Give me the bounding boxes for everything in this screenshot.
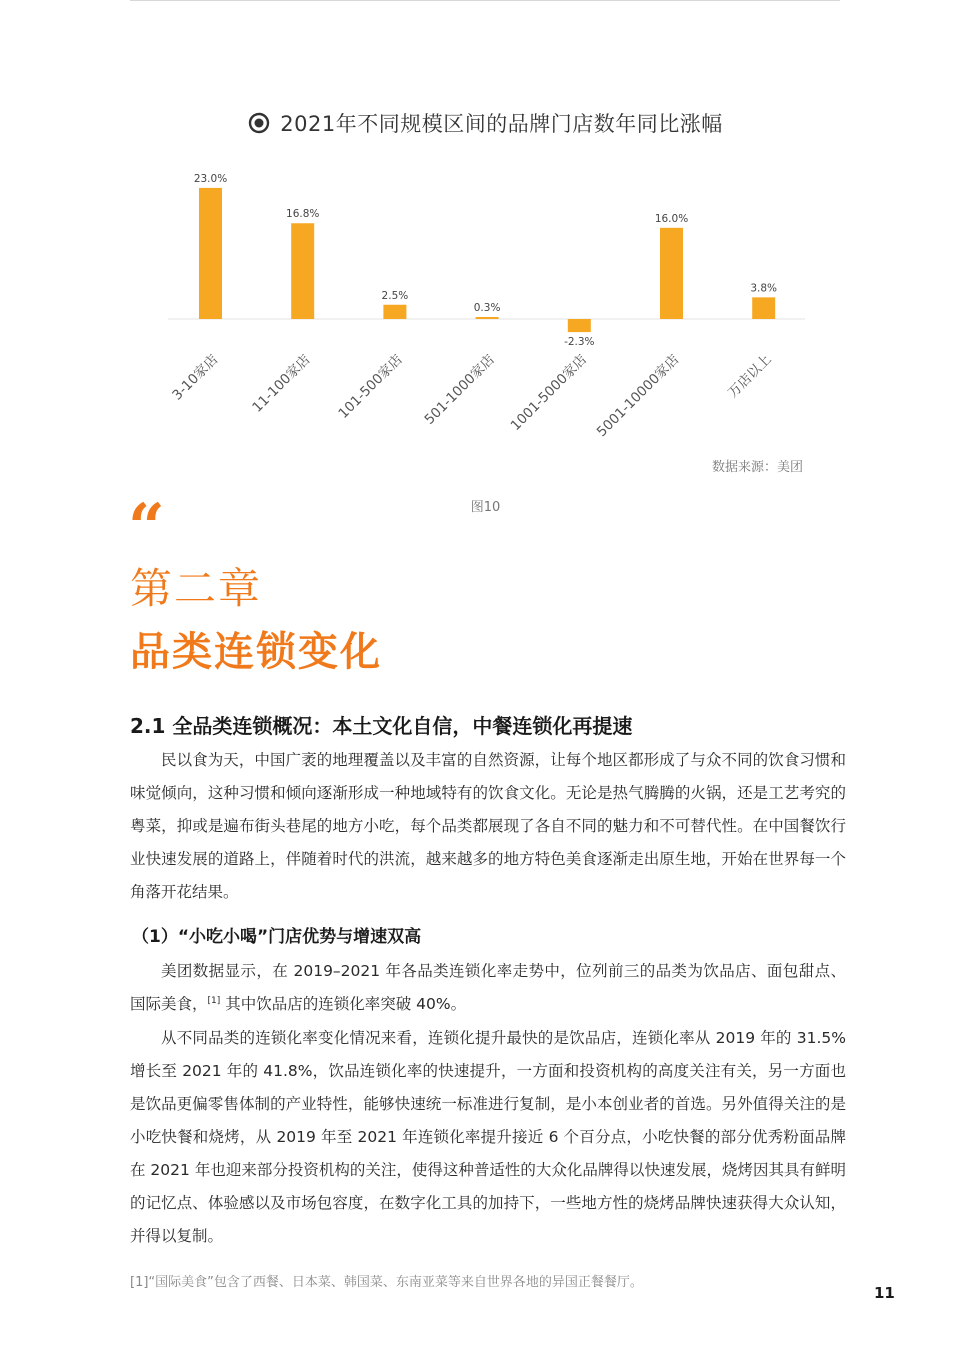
tick-label-3: 101-500家店 (335, 351, 406, 422)
bar-1 (199, 188, 222, 319)
data-label-3: 2.5% (381, 289, 409, 302)
bar-chart (0, 160, 971, 450)
bar-2 (291, 223, 314, 319)
tick-label-4: 501-1000家店 (421, 351, 498, 428)
subsection-paragraph-2: 从不同品类的连锁化率变化情况来看，连锁化提升最快的是饮品店，连锁化率从 2019 年的 31.5% 增长至 2021 年的 41.8%，饮品连锁化率的快速提升，一方面和投资机构的高度关注有关，另一方面也是饮品更偏零售体制的产业特性，能够快速统一标准进行复制，是小本创业者的首选。另外值得关注的是小吃快餐和烧烤，从 2019 年至 2021 年连锁化率提升接近 6 个百分点，小吃快餐的部分优秀粉面品牌在 2021 年也迎来部分投资机构的关注，使得这种普适性的大众化品牌得以快速发展，烧烤因其具有鲜明的记忆点、体验感以及市场包容度，在数字化工具的加持下，一些地方性的烧烤品牌快速获得大众认知，并得以复制。 (130, 1029, 846, 1245)
section-heading: 2.1 全品类连锁概况：本土文化自信，中餐连锁化再提速 (130, 714, 633, 738)
subsection-heading: （1）“小吃小喝”门店优势与增速双高 (132, 927, 422, 947)
data-label-7: 3.8% (750, 282, 778, 295)
tick-label-5: 1001-5000家店 (507, 351, 591, 434)
tick-label-2: 11-100家店 (249, 351, 314, 416)
chapter-title: 品类连锁变化 (130, 629, 382, 675)
page-number: 11 (874, 1284, 895, 1302)
section-intro-paragraph: 民以食为天，中国广袤的地理覆盖以及丰富的自然资源，让每个地区都形成了与众不同的饮食习惯和味觉倾向，这种习惯和倾向逐渐形成一种地域特有的饮食文化。无论是热气腾腾的火锅，还是工艺考究的粤菜，抑或是遍布街头巷尾的地方小吃，每个品类都展现了各自不同的魅力和不可替代性。在中国餐饮行业快速发展的道路上，伴随着时代的洪流，越来越多的地方特色美食逐渐走出原生地，开始在世界每一个角落开花结果。 (130, 751, 846, 901)
footnote: [1]“国际美食”包含了西餐、日本菜、韩国菜、东南亚菜等来自世界各地的异国正餐餐厅。 (130, 1275, 643, 1290)
figure-caption: 图10 (470, 500, 501, 515)
data-label-5: -2.3% (564, 336, 595, 349)
footnote-ref[interactable]: [1] (207, 995, 221, 1006)
chart-title: 2021年不同规模区间的品牌门店数年同比涨幅 (280, 112, 723, 136)
data-label-2: 16.8% (286, 208, 320, 221)
data-label-6: 16.0% (654, 212, 689, 225)
top-rule (130, 0, 840, 1)
paragraph-1-text-b: 其中饮品店的连锁化率突破 40%。 (220, 995, 467, 1013)
tick-label-6: 5001-10000家店 (593, 351, 683, 441)
bar-5 (568, 319, 591, 332)
chart-source: 数据来源：美团 (711, 460, 803, 475)
bar-6 (660, 228, 683, 319)
chart-title-row (0, 108, 971, 139)
bar-7 (752, 297, 775, 319)
quote-mark: “ (128, 490, 165, 565)
bar-3 (383, 305, 406, 319)
tick-label-1: 3-10家店 (169, 351, 222, 404)
data-label-1: 23.0% (193, 172, 228, 185)
target-bullet-icon (248, 112, 270, 139)
bar-4 (476, 317, 499, 319)
chapter-number: 第二章 (130, 564, 263, 613)
paragraph-1-text-a: 美团数据显示，在 2019–2021 年各品类连锁化率走势中，位列前三的品类为饮品店、面包甜点、国际美食， (130, 962, 846, 1013)
tick-label-7: 万店以上 (725, 351, 775, 402)
data-label-4: 0.3% (473, 302, 501, 314)
subsection-paragraph-1 (130, 955, 846, 1021)
